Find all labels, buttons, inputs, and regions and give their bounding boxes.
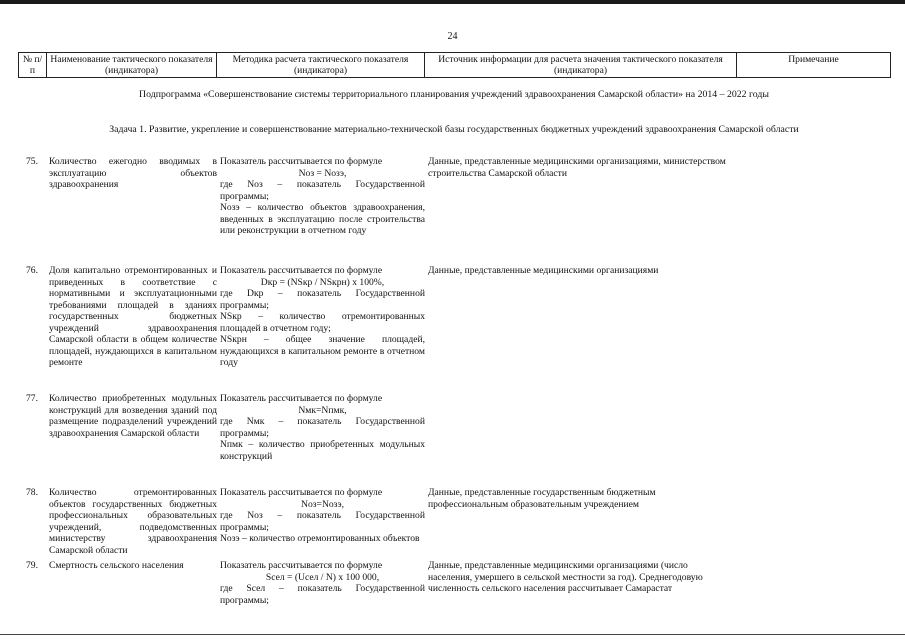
row-number: 77. <box>26 393 38 404</box>
formula: Nмк=Nпмк, <box>298 404 347 416</box>
method-line: Показатель рассчитывается по формуле <box>220 487 383 498</box>
method-line: где Dкр – показатель Государственной программы; <box>220 288 425 311</box>
row-number: 76. <box>26 265 38 276</box>
method-cell <box>220 487 425 545</box>
method-line: где Sсел – показатель Государственной программы; <box>220 583 425 606</box>
formula: Nоз=Nозэ, <box>301 498 344 510</box>
method-cell <box>220 265 425 369</box>
top-border <box>0 0 905 4</box>
indicator-name: Количество отремонтированных объектов государственных бюджетных профессиональных образовательных учреждений, подведомственных министерству здравоохранения Самарской области <box>49 487 217 556</box>
indicator-name: Доля капитально отремонтированных и приведенных в соответствие с нормативными и эксплуатационными требованиями площадей в зданиях государственных бюджетных учреждений здравоохранения Самарской области в общем количестве площадей, нуждающихся в капитальном ремонте <box>49 265 217 368</box>
header-note: Примечание <box>737 53 891 78</box>
method-line: Показатель рассчитывается по формуле <box>220 265 383 276</box>
header-source: Источник информации для расчета значения тактического показателя (индикатора) <box>425 53 737 78</box>
bottom-border <box>0 634 905 635</box>
indicator-name: Количество ежегодно вводимых в эксплуатацию объектов здравоохранения <box>49 156 217 190</box>
method-cell <box>220 156 425 237</box>
method-line: Показатель рассчитывается по формуле <box>220 156 383 167</box>
source-cell: Данные, представленные медицинскими организациями, министерством строительства Самарской области <box>428 156 726 179</box>
method-line: где Nоз – показатель Государственной программы; <box>220 510 425 533</box>
task-title: Задача 1. Развитие, укрепление и совершенствование материально-технической базы государственных бюджетных учреждений здравоохранения Самарской области <box>109 124 799 135</box>
source-cell: Данные, представленные государственным бюджетным профессиональным образовательным учреждением <box>428 487 656 510</box>
formula: Dкр = (NSкр / NSкрн) х 100%, <box>260 276 385 288</box>
method-line: Nозэ – количество объектов здравоохранения, введенных в эксплуатацию после строительства или реконструкции в отчетном году <box>220 202 425 236</box>
row-number: 75. <box>26 156 38 167</box>
header-num: № п/п <box>19 53 47 78</box>
method-cell <box>220 560 425 606</box>
method-line: где Nмк – показатель Государственной программы; <box>220 416 425 439</box>
header-method: Методика расчета тактического показателя (индикатора) <box>217 53 425 78</box>
indicator-name: Смертность сельского населения <box>49 560 184 571</box>
table-header <box>18 52 891 78</box>
method-line: Nпмк – количество приобретенных модульных конструкций <box>220 439 425 462</box>
indicator-name: Количество приобретенных модульных конструкций для возведения зданий под размещение подразделений учреждений здравоохранения Самарской области <box>49 393 217 439</box>
subprogram-title: Подпрограмма «Совершенствование системы территориального планирования учреждений здравоохранения Самарской области» на 2014 – 2022 годы <box>139 89 769 100</box>
source-cell: Данные, представленные медицинскими организациями (число населения, умершего в сельской местности за год). Среднегодовую численность сельского населения рассчитывает Самарастат <box>428 560 703 594</box>
method-line: Показатель рассчитывается по формуле <box>220 393 383 404</box>
row-number: 79. <box>26 560 38 571</box>
method-line: NSкр – количество отремонтированных площадей в отчетном году; <box>220 311 425 334</box>
method-cell <box>220 393 425 462</box>
page-number: 24 <box>447 31 458 42</box>
method-line: Nозэ – количество отремонтированных объектов <box>220 533 420 544</box>
method-line: Показатель рассчитывается по формуле <box>220 560 383 571</box>
method-line: где Nоз – показатель Государственной программы; <box>220 179 425 202</box>
row-number: 78. <box>26 487 38 498</box>
formula: Nоз = Nозэ, <box>298 167 347 179</box>
source-cell: Данные, представленные медицинскими организациями <box>428 265 659 276</box>
method-line: NSкрн – общее значение площадей, нуждающихся в капитальном ремонте в отчетном году <box>220 334 425 368</box>
formula: Sсел = (Uсел / N) х 100 000, <box>265 571 380 583</box>
header-name: Наименование тактического показателя (индикатора) <box>47 53 217 78</box>
